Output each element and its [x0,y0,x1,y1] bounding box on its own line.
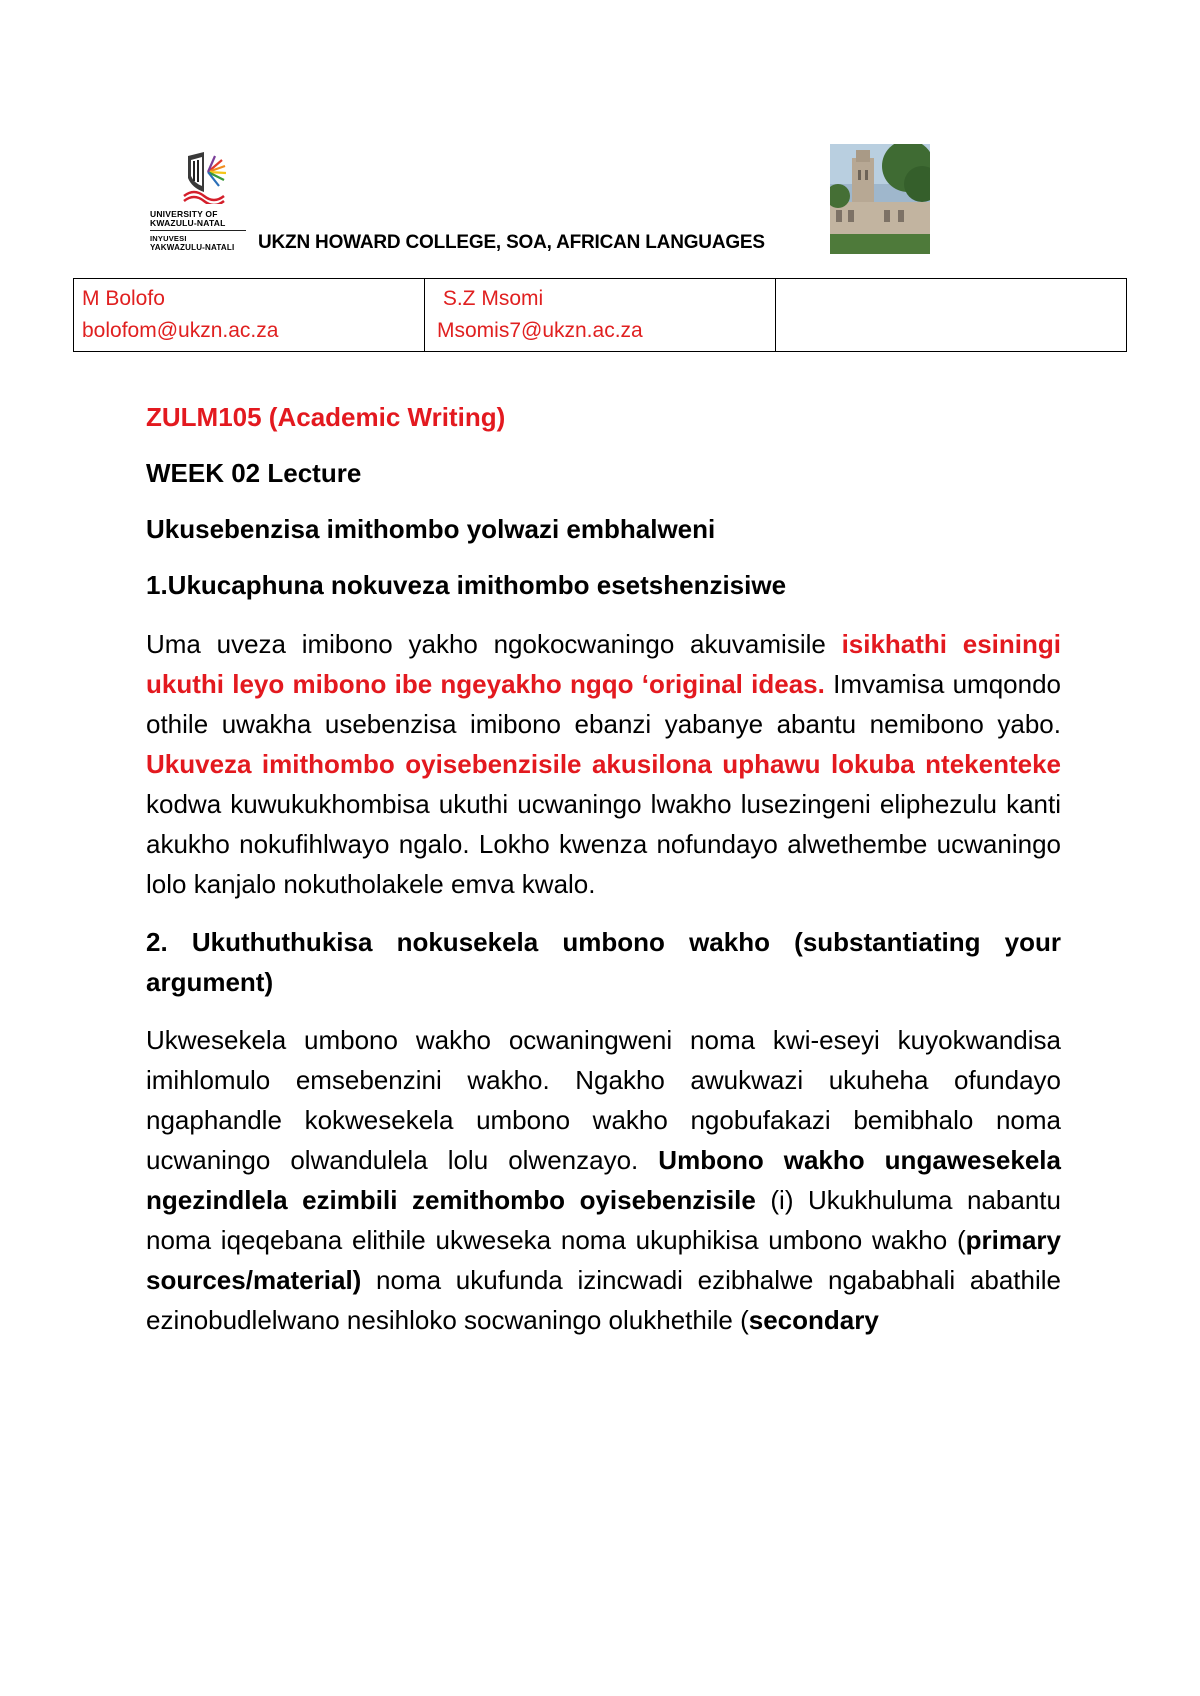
logo-divider [150,230,246,231]
college-title: UKZN HOWARD COLLEGE, SOA, AFRICAN LANGUAGES [258,232,765,253]
bold-text: secondary [748,1305,879,1335]
highlight-text: isikhathi esiningi ukuthi leyo mibono ibe ngeyakho ngqo ‘original ideas. [146,629,1061,699]
text-run: Uma uveza imibono yakho ngokocwaningo akuvamisile [146,629,842,659]
author-cell [425,279,776,352]
text-run: (i) Ukukhuluma nabantu noma iqeqebana elithile ukweseka noma ukuphikisa umbono wakho ( [146,1185,1061,1255]
bold-text: Umbono wakho ungawesekela ngezindlela ezimbili zemithombo oyisebenzisile [146,1145,1061,1215]
topic-heading: Ukusebenzisa imithombo yolwazi embhalweni [146,514,716,544]
author-cell [776,279,1127,352]
text-run: noma ukufunda izincwadi ezibhalwe ngababhali abathile ezinobudlelwano nesihloko socwaningo olukhethile ( [146,1265,1061,1335]
section2-heading: 2. Ukuthuthukisa nokusekela umbono wakho (substantiating your argument) [146,927,1061,997]
authors-table [73,278,1127,352]
author-name: M Bolofo [82,287,165,310]
university-crest-icon [182,152,226,204]
highlight-text: Ukuveza imithombo oyisebenzisile akusilona uphawu lokuba ntekenteke [146,749,1061,779]
section1-heading: 1.Ukucaphuna nokuveza imithombo esetshenzisiwe [146,570,787,600]
author-name: S.Z Msomi [437,287,544,310]
author-cell [74,279,425,352]
text-run: Ukwesekela umbono wakho ocwaningweni noma kwi-eseyi kuyokwandisa imihlomulo emsebenzini wakho. Ngakho awukwazi ukuheha ofundayo ngaphandle kokwesekela umbono wakho ngobufakazi bemibhalo noma ucwaningo olwandulela lolu olwenzayo. [146,1025,1061,1175]
author-email: bolofom@ukzn.ac.za [82,319,279,342]
logo-text-line: KWAZULU-NATAL [150,218,226,228]
campus-photo [830,144,930,254]
text-run: Imvamisa umqondo othile uwakha usebenzisa imibono ebanzi yabanye abantu nemibono yabo. [146,669,1061,739]
course-title: ZULM105 (Academic Writing) [146,402,506,432]
ukzn-logo [150,140,260,260]
logo-text-line: YAKWAZULU-NATALI [150,243,235,252]
document-body [146,400,1061,1358]
document-header [150,140,930,260]
text-run: kodwa kuwukukhombisa ukuthi ucwaningo lwakho lusezingeni eliphezulu kanti akukho nokufihlwayo ngalo. Lokho kwenza nofundayo alwethembe ucwaningo lolo kanjalo nokutholakele emva kwalo. [146,789,1061,899]
logo-text-line: UNIVERSITY OF [150,209,218,219]
week-heading: WEEK 02 Lecture [146,458,362,488]
section2-paragraph [146,1020,1061,1340]
section1-paragraph [146,624,1061,904]
bold-text: primary sources/material) [146,1225,1061,1295]
logo-text-line: INYUVESI [150,234,187,243]
author-email: Msomis7@ukzn.ac.za [437,319,643,342]
